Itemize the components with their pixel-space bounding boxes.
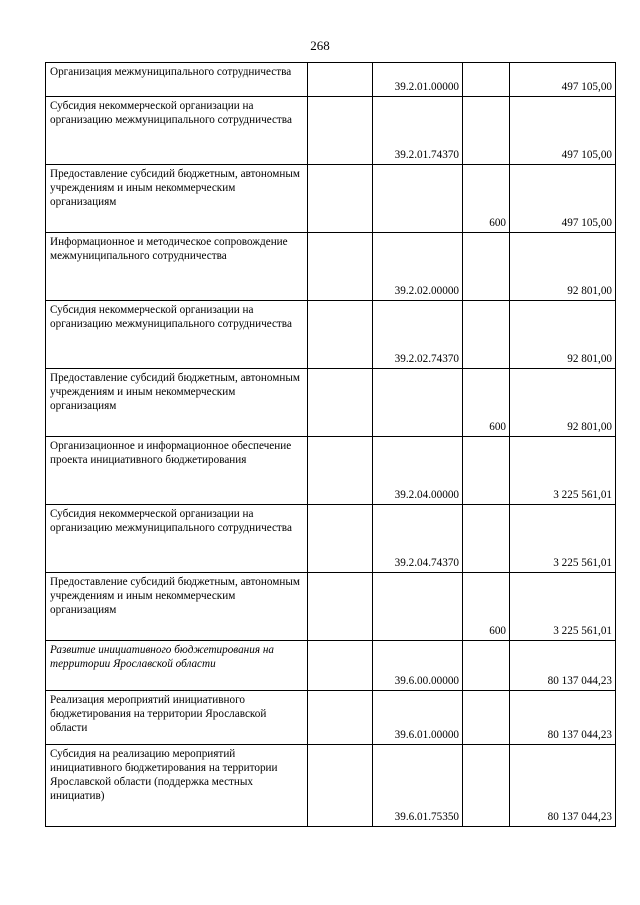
row-section-cell	[308, 745, 373, 827]
row-type-cell	[463, 97, 510, 165]
row-section-cell	[308, 233, 373, 301]
row-name-cell: Субсидия некоммерческой организации на организацию межмуниципального сотрудничества	[46, 97, 308, 165]
row-type-cell	[463, 745, 510, 827]
row-type-cell: 600	[463, 573, 510, 641]
row-name-cell: Субсидия на реализацию мероприятий инициативного бюджетирования на территории Ярославской области (поддержка местных инициатив)	[46, 745, 308, 827]
page-number: 268	[310, 38, 330, 53]
row-name-cell: Реализация мероприятий инициативного бюджетирования на территории Ярославской области	[46, 691, 308, 745]
row-amount-cell: 3 225 561,01	[510, 505, 616, 573]
row-code-cell: 39.2.01.00000	[373, 63, 463, 97]
row-type-cell	[463, 505, 510, 573]
row-code-cell: 39.6.00.00000	[373, 641, 463, 691]
row-amount-cell: 80 137 044,23	[510, 745, 616, 827]
row-name-cell: Развитие инициативного бюджетирования на территории Ярославской области	[46, 641, 308, 691]
row-code-cell	[373, 369, 463, 437]
row-code-cell: 39.2.02.74370	[373, 301, 463, 369]
table-row	[46, 369, 616, 437]
row-name-cell: Субсидия некоммерческой организации на организацию межмуниципального сотрудничества	[46, 505, 308, 573]
row-amount-cell: 80 137 044,23	[510, 691, 616, 745]
row-name-cell: Предоставление субсидий бюджетным, автономным учреждениям и иным некоммерческим организациям	[46, 165, 308, 233]
row-name-cell: Предоставление субсидий бюджетным, автономным учреждениям и иным некоммерческим организациям	[46, 369, 308, 437]
row-amount-cell: 92 801,00	[510, 233, 616, 301]
row-section-cell	[308, 369, 373, 437]
row-section-cell	[308, 573, 373, 641]
row-name-cell: Информационное и методическое сопровождение межмуниципального сотрудничества	[46, 233, 308, 301]
table-row	[46, 745, 616, 827]
row-code-cell: 39.2.04.74370	[373, 505, 463, 573]
row-section-cell	[308, 97, 373, 165]
table-row	[46, 437, 616, 505]
row-name-cell: Организационное и информационное обеспечение проекта инициативного бюджетирования	[46, 437, 308, 505]
budget-table	[45, 62, 616, 827]
row-code-cell: 39.2.04.00000	[373, 437, 463, 505]
row-code-cell	[373, 165, 463, 233]
row-section-cell	[308, 301, 373, 369]
row-name-cell: Субсидия некоммерческой организации на организацию межмуниципального сотрудничества	[46, 301, 308, 369]
row-amount-cell: 92 801,00	[510, 301, 616, 369]
row-section-cell	[308, 641, 373, 691]
row-type-cell: 600	[463, 369, 510, 437]
table-row	[46, 641, 616, 691]
table-row	[46, 573, 616, 641]
row-section-cell	[308, 165, 373, 233]
table-row	[46, 505, 616, 573]
row-section-cell	[308, 505, 373, 573]
row-type-cell	[463, 691, 510, 745]
row-amount-cell: 497 105,00	[510, 165, 616, 233]
table-row	[46, 97, 616, 165]
row-code-cell: 39.6.01.00000	[373, 691, 463, 745]
table-row	[46, 691, 616, 745]
row-type-cell	[463, 301, 510, 369]
table-row	[46, 165, 616, 233]
row-type-cell	[463, 63, 510, 97]
row-section-cell	[308, 63, 373, 97]
row-amount-cell: 3 225 561,01	[510, 573, 616, 641]
row-section-cell	[308, 437, 373, 505]
row-name-cell: Организация межмуниципального сотрудничества	[46, 63, 308, 97]
row-amount-cell: 497 105,00	[510, 63, 616, 97]
row-code-cell: 39.6.01.75350	[373, 745, 463, 827]
row-code-cell	[373, 573, 463, 641]
row-code-cell: 39.2.02.00000	[373, 233, 463, 301]
row-amount-cell: 80 137 044,23	[510, 641, 616, 691]
row-code-cell: 39.2.01.74370	[373, 97, 463, 165]
table-row	[46, 63, 616, 97]
row-type-cell	[463, 233, 510, 301]
row-name-cell: Предоставление субсидий бюджетным, автономным учреждениям и иным некоммерческим организациям	[46, 573, 308, 641]
row-type-cell: 600	[463, 165, 510, 233]
row-section-cell	[308, 691, 373, 745]
table-row	[46, 301, 616, 369]
row-amount-cell: 497 105,00	[510, 97, 616, 165]
table-row	[46, 233, 616, 301]
row-type-cell	[463, 641, 510, 691]
budget-table-body	[46, 63, 616, 827]
row-type-cell	[463, 437, 510, 505]
row-amount-cell: 3 225 561,01	[510, 437, 616, 505]
row-amount-cell: 92 801,00	[510, 369, 616, 437]
